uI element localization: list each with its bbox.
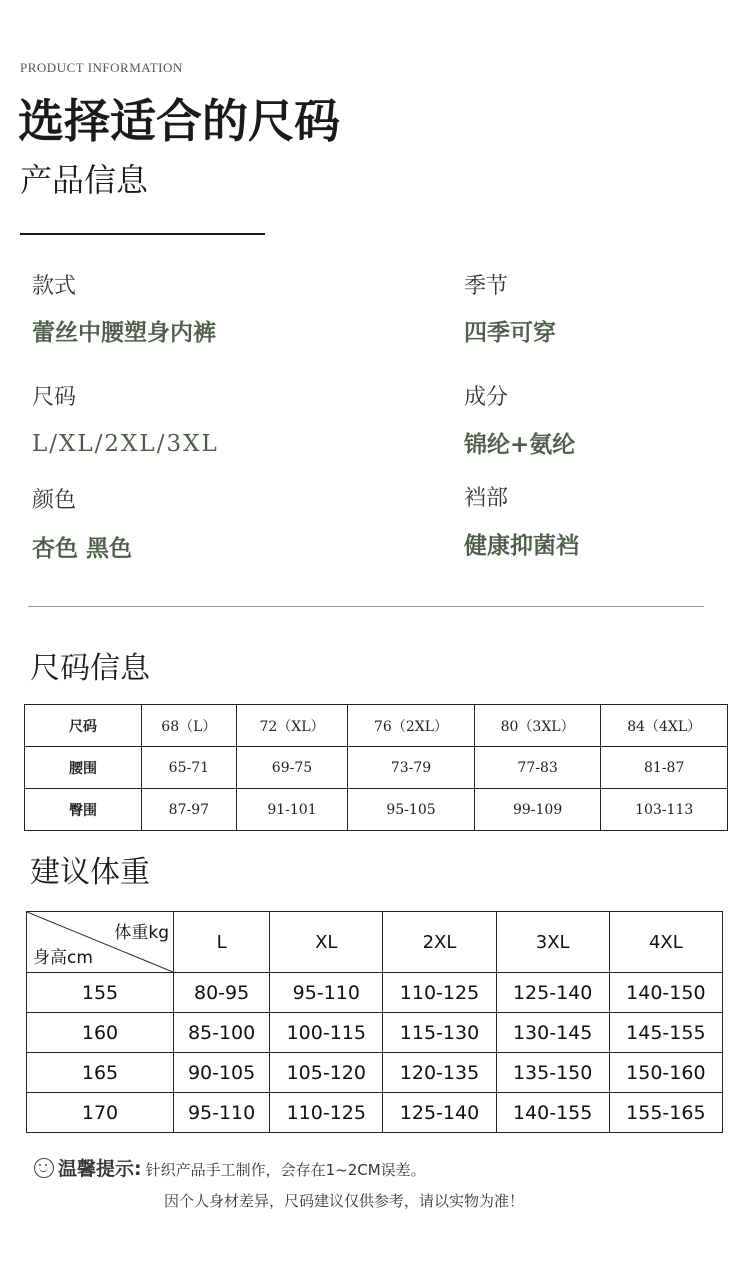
size-header-cell: L xyxy=(174,912,270,973)
table-cell: 68（L） xyxy=(142,705,237,747)
table-cell: 115-130 xyxy=(383,1013,496,1053)
table-row xyxy=(27,1013,723,1053)
table-cell: 165 xyxy=(27,1053,174,1093)
table-cell: 140-150 xyxy=(609,973,722,1013)
page-subtitle: 产品信息 xyxy=(20,161,149,199)
table-cell: 125-140 xyxy=(496,973,609,1013)
table-row xyxy=(27,973,723,1013)
table-cell: 80-95 xyxy=(174,973,270,1013)
table-row xyxy=(27,1093,723,1133)
table-cell: 臀围 xyxy=(25,789,142,831)
page-title: 选择适合的尺码 xyxy=(18,94,340,148)
size-header-cell: XL xyxy=(270,912,383,973)
material-label: 成分 xyxy=(464,385,509,410)
size-table xyxy=(24,704,728,831)
size-header-cell: 3XL xyxy=(496,912,609,973)
table-cell: 145-155 xyxy=(609,1013,722,1053)
table-cell: 95-105 xyxy=(348,789,475,831)
table-row xyxy=(27,1053,723,1093)
table-cell: 73-79 xyxy=(348,747,475,789)
material-value: 锦纶+氨纶 xyxy=(464,431,576,458)
size-label: 尺码 xyxy=(32,385,77,410)
color-label: 颜色 xyxy=(32,488,77,513)
table-header-row xyxy=(27,912,723,973)
table-cell: 140-155 xyxy=(496,1093,609,1133)
table-cell: 120-135 xyxy=(383,1053,496,1093)
table-row xyxy=(25,705,728,747)
table-cell: 尺码 xyxy=(25,705,142,747)
table-cell: 110-125 xyxy=(270,1093,383,1133)
table-cell: 155-165 xyxy=(609,1093,722,1133)
weight-info-title: 建议体重 xyxy=(30,855,150,890)
table-cell: 95-110 xyxy=(270,973,383,1013)
table-cell: 105-120 xyxy=(270,1053,383,1093)
section-divider xyxy=(28,606,704,607)
table-cell: 87-97 xyxy=(142,789,237,831)
size-header-cell: 2XL xyxy=(383,912,496,973)
table-cell: 160 xyxy=(27,1013,174,1053)
tip-label: 温馨提示: xyxy=(58,1158,142,1180)
table-cell: 91-101 xyxy=(236,789,348,831)
weight-axis-label: 体重kg xyxy=(114,923,169,943)
table-cell: 90-105 xyxy=(174,1053,270,1093)
tip-line-1 xyxy=(34,1158,426,1179)
table-cell: 80（3XL） xyxy=(474,705,601,747)
table-cell: 81-87 xyxy=(601,747,728,789)
table-cell: 84（4XL） xyxy=(601,705,728,747)
table-cell: 腰围 xyxy=(25,747,142,789)
table-cell: 150-160 xyxy=(609,1053,722,1093)
smiley-icon xyxy=(34,1158,54,1178)
color-value: 杏色 黑色 xyxy=(32,535,133,562)
table-cell: 103-113 xyxy=(601,789,728,831)
style-label: 款式 xyxy=(32,274,77,299)
table-cell: 95-110 xyxy=(174,1093,270,1133)
tip-text-1: 针织产品手工制作，会存在1~2CM误差。 xyxy=(145,1161,426,1179)
crotch-value: 健康抑菌裆 xyxy=(464,532,579,559)
table-cell: 155 xyxy=(27,973,174,1013)
season-value: 四季可穿 xyxy=(464,319,556,346)
weight-table xyxy=(26,911,723,1133)
table-cell: 69-75 xyxy=(236,747,348,789)
table-cell: 170 xyxy=(27,1093,174,1133)
style-value: 蕾丝中腰塑身内裤 xyxy=(32,319,216,346)
table-cell: 125-140 xyxy=(383,1093,496,1133)
table-cell: 77-83 xyxy=(474,747,601,789)
size-info-title: 尺码信息 xyxy=(30,651,150,686)
size-header-cell: 4XL xyxy=(609,912,722,973)
size-value: L/XL/2XL/3XL xyxy=(32,431,219,457)
table-cell: 110-125 xyxy=(383,973,496,1013)
title-underline xyxy=(20,233,265,235)
crotch-label: 裆部 xyxy=(464,486,509,511)
table-cell: 65-71 xyxy=(142,747,237,789)
table-cell: 100-115 xyxy=(270,1013,383,1053)
season-label: 季节 xyxy=(464,274,509,299)
table-cell: 76（2XL） xyxy=(348,705,475,747)
table-row xyxy=(25,747,728,789)
eyebrow-text: PRODUCT INFORMATION xyxy=(20,60,183,75)
height-axis-label: 身高cm xyxy=(33,948,93,968)
corner-header-cell xyxy=(27,912,174,973)
table-cell: 130-145 xyxy=(496,1013,609,1053)
tip-text-2: 因个人身材差异，尺码建议仅供参考，请以实物为准！ xyxy=(164,1192,525,1210)
table-cell: 135-150 xyxy=(496,1053,609,1093)
table-cell: 99-109 xyxy=(474,789,601,831)
table-cell: 72（XL） xyxy=(236,705,348,747)
table-row xyxy=(25,789,728,831)
table-cell: 85-100 xyxy=(174,1013,270,1053)
